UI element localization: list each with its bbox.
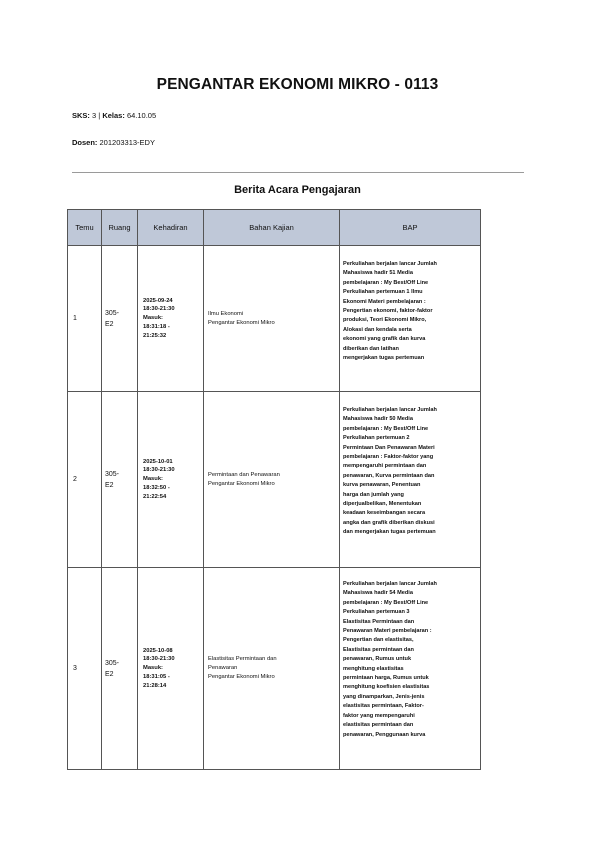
- bap-line: penawaran, Rumus untuk: [343, 656, 412, 663]
- kehadiran-line: 2025-09-24: [143, 297, 173, 304]
- cell-kehadiran: [138, 246, 204, 392]
- cell-temu: 2: [68, 392, 102, 568]
- bahan-line: Permintaan dan Penawaran: [208, 471, 280, 478]
- header-bahan-kajian: Bahan Kajian: [204, 210, 340, 246]
- bap-line: pembelajaran : My Best/Off Line: [343, 599, 429, 606]
- cell-temu: 3: [68, 568, 102, 770]
- bap-line: yang dinamparkan, Jenis-jenis: [343, 693, 425, 700]
- cell-kehadiran: [138, 568, 204, 770]
- bap-line: permintaan harga, Rumus untuk: [343, 675, 429, 682]
- bap-line: Mahasiswa hadir 50 Media: [343, 416, 413, 423]
- cell-bap: [340, 246, 481, 392]
- bap-line: Ekonomi Materi pembelajaran :: [343, 298, 426, 305]
- kehadiran-line: 18:30-21:30: [143, 467, 175, 474]
- bap-line: angka dan grafik diberikan diskusi: [343, 519, 435, 526]
- bahan-line: Elastisitas Permintaan dan: [208, 656, 277, 662]
- kehadiran-line: 2025-10-01: [143, 458, 173, 465]
- table-row: [68, 246, 481, 392]
- bap-line: menghitung elastisitas: [343, 665, 404, 672]
- bap-line: pembelajaran : My Best/Off Line: [343, 279, 429, 286]
- bap-line: mengerjakan tugas pertemuan: [343, 355, 425, 362]
- table-row: [68, 392, 481, 568]
- kehadiran-line: 18:30-21:30: [143, 656, 175, 663]
- sks-value: 3: [92, 111, 97, 120]
- bap-line: harga dan jumlah yang: [343, 491, 404, 498]
- divider: [72, 172, 524, 173]
- ruang-line: E2: [105, 481, 114, 489]
- bap-line: Alokasi dan kendala serta: [343, 326, 412, 333]
- bap-line: diperjualbelikan, Menentukan: [343, 501, 422, 508]
- cell-bahan-kajian: [204, 392, 340, 568]
- bap-line: Mahasiswa hadir 54 Media: [343, 590, 413, 597]
- sks-label: SKS:: [72, 111, 90, 120]
- bap-line: diberikan dan latihan: [343, 345, 399, 352]
- cell-temu: 1: [68, 246, 102, 392]
- bahan-line: Pengantar Ekonomi Mikro: [208, 480, 275, 487]
- dosen-value: 201203313-EDY: [99, 138, 155, 147]
- header-bap: BAP: [340, 210, 481, 246]
- bap-line: Perkuliahan berjalan lancar Jumlah: [343, 261, 437, 267]
- course-meta-line: [72, 111, 156, 120]
- bap-line: produksi, Teori Ekonomi Mikro,: [343, 317, 427, 324]
- kehadiran-line: Masuk:: [143, 315, 163, 322]
- bap-line: elastisitas permintaan, Faktor-: [343, 703, 424, 710]
- header-ruang: Ruang: [102, 210, 138, 246]
- ruang-line: 305-: [105, 659, 120, 667]
- cell-ruang: [102, 392, 138, 568]
- bap-line: Perkuliahan pertemuan 3: [343, 609, 410, 616]
- cell-bap: [340, 392, 481, 568]
- bap-line: Penawaran Materi pembelajaran :: [343, 628, 432, 635]
- table-title: Berita Acara Pengajaran: [234, 184, 361, 196]
- bahan-line: Penawaran: [208, 665, 238, 671]
- ruang-line: E2: [105, 320, 114, 328]
- table-header-row: [68, 210, 481, 246]
- bap-line: Mahasiswa hadir 51 Media: [343, 270, 413, 277]
- kehadiran-line: 2025-10-08: [143, 647, 173, 654]
- ruang-line: 305-: [105, 309, 120, 317]
- bap-line: pembelajaran : My Best/Off Line: [343, 425, 429, 432]
- bahan-line: Ilmu Ekonomi: [208, 310, 244, 317]
- bap-line: keadaan keseimbangan secara: [343, 510, 426, 517]
- kehadiran-line: 18:31:05 -: [143, 673, 170, 680]
- bap-line: ekonomi yang grafik dan kurva: [343, 336, 426, 343]
- bap-line: elastisitas permintaan dan: [343, 722, 414, 729]
- table-row: [68, 568, 481, 770]
- cell-kehadiran: [138, 392, 204, 568]
- bap-line: penawaran, Penggunaan kurva: [343, 731, 426, 738]
- kehadiran-line: 21:22:54: [143, 493, 167, 500]
- cell-bap: [340, 568, 481, 770]
- kehadiran-line: 18:31:18 -: [143, 323, 170, 330]
- bap-line: mempengaruhi permintaan dan: [343, 463, 427, 470]
- ruang-line: E2: [105, 670, 114, 678]
- bap-line: Permintaan Dan Penawaran Materi: [343, 444, 435, 451]
- kehadiran-line: 18:32:50 -: [143, 484, 170, 491]
- bap-line: Perkuliahan berjalan lancar Jumlah: [343, 407, 437, 413]
- kehadiran-line: Masuk:: [143, 476, 163, 483]
- teaching-report-table: [67, 209, 481, 770]
- bap-line: Elastisitas Permintaan dan: [343, 618, 415, 625]
- bap-line: Perkuliahan berjalan lancar Jumlah: [343, 581, 437, 587]
- kelas-value: 64.10.05: [126, 111, 157, 120]
- kehadiran-line: 18:30-21:30: [143, 306, 175, 313]
- page-title: PENGANTAR EKONOMI MIKRO - 0113: [156, 76, 439, 93]
- kehadiran-line: 21:28:14: [143, 682, 167, 689]
- header-kehadiran: Kehadiran: [138, 210, 204, 246]
- bap-line: pembelajaran : Faktor-faktor yang: [343, 454, 434, 461]
- cell-ruang: [102, 246, 138, 392]
- bap-line: penawaran, Kurva permintaan dan: [343, 472, 435, 479]
- kelas-label: Kelas:: [102, 111, 125, 120]
- bap-line: menghitung koefisien elastisitas: [343, 684, 430, 691]
- kehadiran-line: 21:25:32: [143, 332, 167, 339]
- kehadiran-line: Masuk:: [143, 665, 163, 672]
- dosen-label: Dosen:: [72, 138, 98, 147]
- lecturer-line: [72, 138, 155, 147]
- header-temu: Temu: [68, 210, 102, 246]
- ruang-line: 305-: [105, 470, 120, 478]
- bap-line: Elastisitas permintaan dan: [343, 646, 414, 653]
- meta-separator: |: [98, 111, 101, 120]
- bap-line: Pengertian dan elastisitas,: [343, 637, 414, 644]
- bap-line: Perkuliahan pertemuan 1 Ilmu: [343, 289, 423, 296]
- bahan-line: Pengantar Ekonomi Mikro: [208, 319, 275, 326]
- bahan-line: Pengantar Ekonomi Mikro: [208, 674, 275, 680]
- bap-line: Pengertian ekonomi, faktor-faktor: [343, 308, 433, 315]
- bap-line: dan mengerjakan tugas pertemuan: [343, 529, 436, 536]
- cell-bahan-kajian: [204, 568, 340, 770]
- bap-line: faktor yang mempengaruhi: [343, 712, 415, 719]
- bap-line: Perkuliahan pertemuan 2: [343, 435, 410, 442]
- bap-line: kurva penawaran, Penentuan: [343, 482, 421, 489]
- cell-bahan-kajian: [204, 246, 340, 392]
- cell-ruang: [102, 568, 138, 770]
